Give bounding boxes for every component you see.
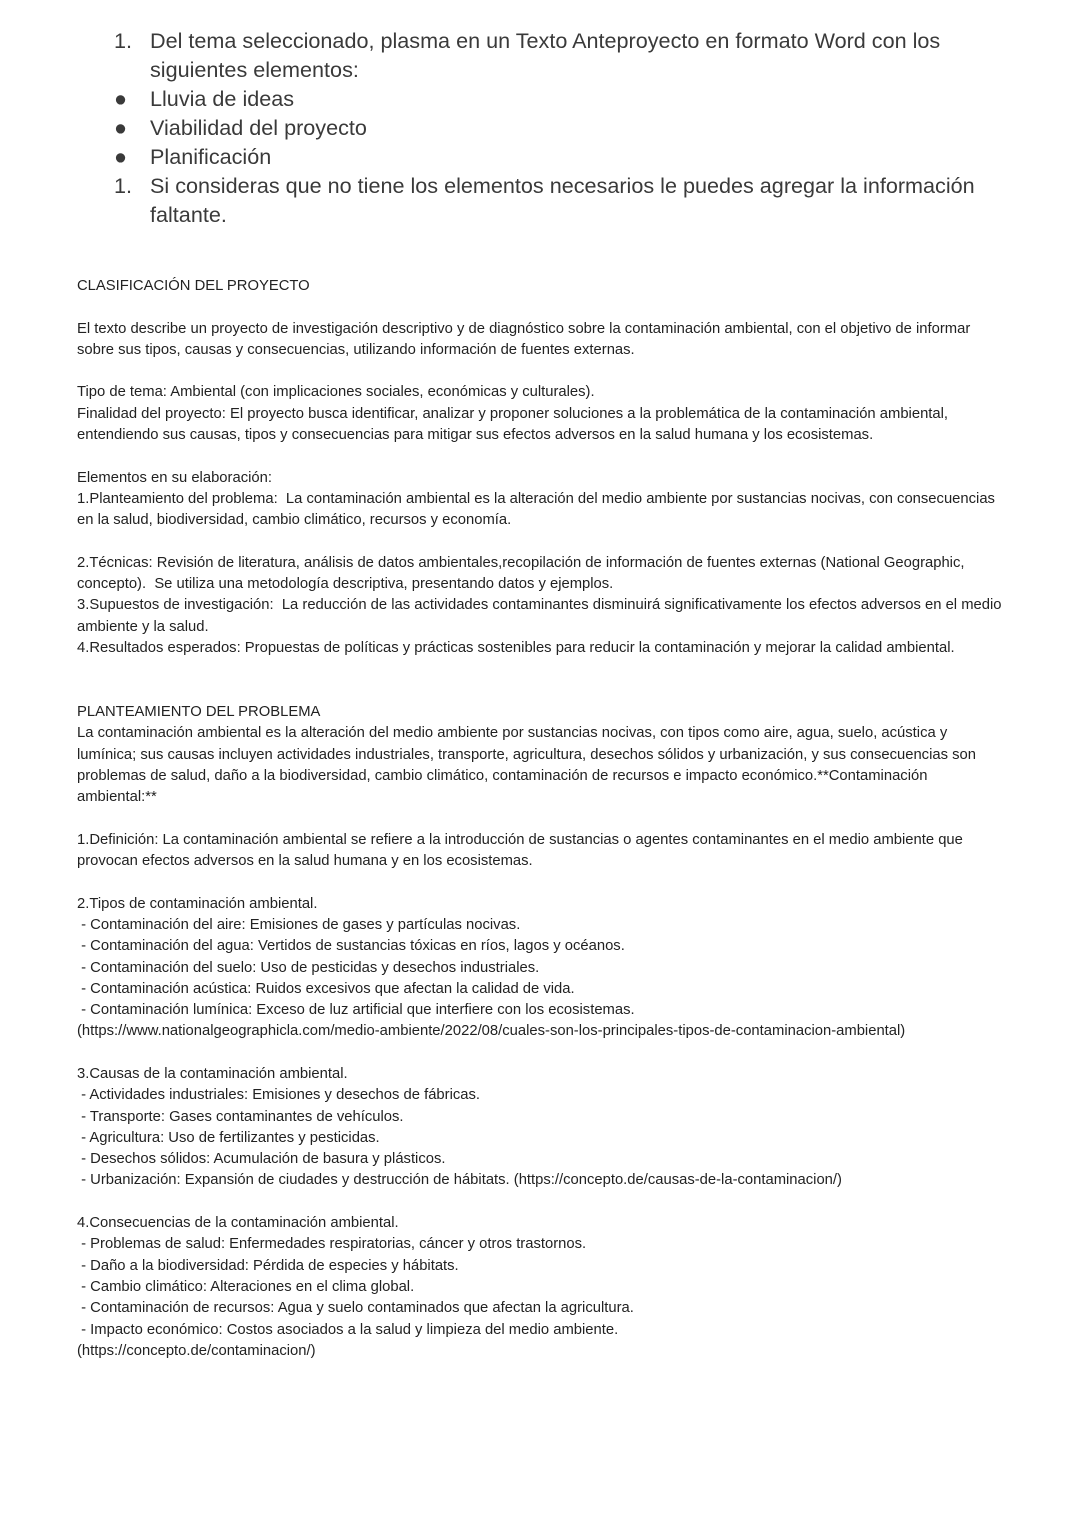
section-heading-clasificacion: CLASIFICACIÓN DEL PROYECTO bbox=[77, 278, 310, 294]
elementos-label: Elementos en su elaboración: bbox=[77, 469, 272, 486]
elemento-2: 2.Técnicas: Revisión de literatura, análisis de datos ambientales,recopilación de información de fuentes externas (National Geographic, concepto). Se utiliza una metodología descriptiva, presentando datos y ejemplos. bbox=[77, 554, 969, 593]
list-number: 1. bbox=[114, 173, 133, 198]
list-item: - Impacto económico: Costos asociados a la salud y limpieza del medio ambiente. bbox=[77, 1321, 619, 1338]
source-link: (https://concepto.de/contaminacion/) bbox=[77, 1342, 316, 1359]
list-item: - Contaminación acústica: Ruidos excesivos que afectan la calidad de vida. bbox=[77, 980, 575, 997]
instruction-item bbox=[0, 171, 980, 229]
list-item: - Cambio climático: Alteraciones en el clima global. bbox=[77, 1278, 415, 1295]
list-number: 1. bbox=[114, 28, 133, 53]
list-item: - Transporte: Gases contaminantes de vehículos. bbox=[77, 1108, 404, 1125]
source-link: (https://www.nationalgeographicla.com/medio-ambiente/2022/08/cuales-son-los-principales-tipos-de-contaminacion-ambiental) bbox=[77, 1023, 906, 1040]
instruction-item bbox=[0, 26, 980, 84]
list-item: - Desechos sólidos: Acumulación de basura y plásticos. bbox=[77, 1151, 446, 1168]
causas-title: 3.Causas de la contaminación ambiental. bbox=[77, 1065, 348, 1082]
list-item: - Agricultura: Uso de fertilizantes y pesticidas. bbox=[77, 1129, 380, 1146]
instruction-text: Planificación bbox=[150, 144, 272, 169]
list-item: - Contaminación lumínica: Exceso de luz artificial que interfiere con los ecosistemas. bbox=[77, 1002, 635, 1019]
tipo-tema: Tipo de tema: Ambiental (con implicaciones sociales, económicas y culturales). bbox=[77, 384, 595, 401]
list-item: - Daño a la biodiversidad: Pérdida de especies y hábitats. bbox=[77, 1257, 459, 1274]
instruction-text: Si consideras que no tiene los elementos necesarios le puedes agregar la información faltante. bbox=[150, 173, 975, 227]
instruction-text: Lluvia de ideas bbox=[150, 86, 295, 111]
instruction-text: Viabilidad del proyecto bbox=[150, 115, 367, 140]
list-item: - Urbanización: Expansión de ciudades y destrucción de hábitats. (https://concepto.de/causas-de-la-contaminacion/) bbox=[77, 1172, 842, 1189]
section-heading-planteamiento: PLANTEAMIENTO DEL PROBLEMA bbox=[77, 703, 321, 720]
instruction-text: Del tema seleccionado, plasma en un Texto Anteproyecto en formato Word con los siguientes elementos: bbox=[150, 28, 941, 82]
finalidad: Finalidad del proyecto: El proyecto busca identificar, analizar y proponer soluciones a la problemática de la contaminación ambiental, entendiendo sus causas, tipos y consecuencias para mitigar sus efectos adversos en la salud humana y los ecosistemas. bbox=[77, 405, 953, 444]
list-item: - Contaminación del agua: Vertidos de sustancias tóxicas en ríos, lagos y océanos. bbox=[77, 938, 625, 955]
instruction-item bbox=[0, 142, 980, 171]
planteamiento-summary: La contaminación ambiental es la alteración del medio ambiente por sustancias nocivas, con tipos como aire, agua, suelo, acústica y lumínica; sus causas incluyen actividades industriales, transporte, agricultura, desechos sólidos y urbanización, y sus consecuencias son problemas de salud, daño a la biodiversidad, cambio climático, contaminación de recursos e impacto económico.**Contaminación ambiental:** bbox=[77, 725, 981, 806]
document-body bbox=[77, 276, 1007, 1362]
definicion: 1.Definición: La contaminación ambiental se refiere a la introducción de sustancias o agentes contaminantes en el medio ambiente que provocan efectos adversos en la salud humana y en los ecosistemas. bbox=[77, 831, 968, 870]
bullet-icon: ● bbox=[114, 86, 128, 111]
instruction-item bbox=[0, 113, 980, 142]
elemento-3: 3.Supuestos de investigación: La reducción de las actividades contaminantes disminuirá significativamente los efectos adversos en el medio ambiente y la salud. bbox=[77, 597, 1006, 635]
tipos-title: 2.Tipos de contaminación ambiental. bbox=[77, 895, 318, 912]
list-item: - Actividades industriales: Emisiones y desechos de fábricas. bbox=[77, 1087, 481, 1104]
instruction-list bbox=[0, 26, 1080, 229]
list-item: - Problemas de salud: Enfermedades respiratorias, cáncer y otros trastornos. bbox=[77, 1236, 587, 1253]
consecuencias-title: 4.Consecuencias de la contaminación ambiental. bbox=[77, 1215, 399, 1232]
clasificacion-intro: El texto describe un proyecto de investigación descriptivo y de diagnóstico sobre la contaminación ambiental, con el objetivo de informar sobre sus tipos, causas y consecuencias, utilizando información de fuentes externas. bbox=[77, 320, 975, 358]
list-item: - Contaminación de recursos: Agua y suelo contaminados que afectan la agricultura. bbox=[77, 1300, 634, 1317]
list-item: - Contaminación del suelo: Uso de pesticidas y desechos industriales. bbox=[77, 959, 540, 976]
instruction-item bbox=[0, 84, 980, 113]
elemento-4: 4.Resultados esperados: Propuestas de políticas y prácticas sostenibles para reducir la contaminación y mejorar la calidad ambiental. bbox=[77, 640, 955, 657]
bullet-icon: ● bbox=[114, 115, 128, 140]
list-item: - Contaminación del aire: Emisiones de gases y partículas nocivas. bbox=[77, 916, 521, 933]
elemento-1: 1.Planteamiento del problema: La contaminación ambiental es la alteración del medio ambiente por sustancias nocivas, con consecuencias en la salud, biodiversidad, cambio climático, recursos y economía. bbox=[77, 490, 1000, 529]
bullet-icon: ● bbox=[114, 144, 128, 169]
